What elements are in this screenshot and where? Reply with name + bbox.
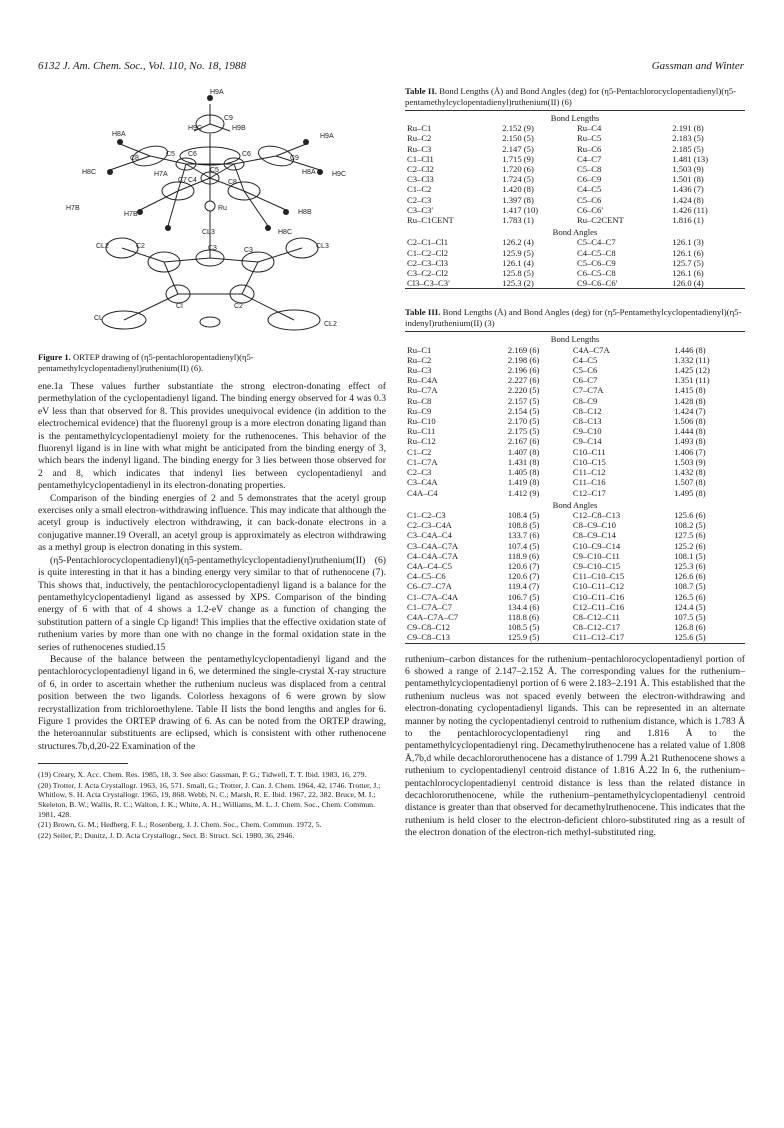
bond-label: Ru–C9 [407, 405, 432, 416]
bond-label: Ru–C3 [407, 365, 432, 376]
atom-label: C6 [188, 151, 197, 158]
table-row [405, 530, 745, 540]
bond-label: C9–C14 [572, 436, 602, 447]
atom-label: C7 [178, 177, 187, 184]
bond-value: 106.7 (5) [507, 591, 540, 602]
bond-value: 1.332 (11) [674, 354, 710, 365]
atom-label: C9 [290, 155, 299, 162]
bond-label: C6–C6′ [576, 204, 604, 215]
bond-label: C6–C7 [572, 375, 598, 386]
bond-label: C11–C10–C15 [572, 571, 625, 582]
bond-label: Ru–C1CENT [407, 215, 454, 226]
bond-value: 108.8 (5) [507, 520, 540, 531]
bond-value: 133.7 (6) [507, 530, 540, 541]
atom-label: H7A [154, 171, 168, 178]
body-paragraph: Because of the balance between the pentamethylcyclopentadienyl ligand and the pentachlorocyclopentadienyl ligand in 6, we determined the single-crystal X-ray structure of 6, in order to ascertain whether the ruthenium nucleus was displaced from a central position between the two ligands. Colorless hexagons of 6 were grown by slow recrystallization from trichloroethylene. Table II lists the bond lengths and angles for 6. Figure 1 provides the ORTEP drawing of 6. As can be noted from the ORTEP drawing, the heteroannular substituents are eclipsed, which is consistent with other ruthenocene structures.7b,d,20-22 Examination of the [38, 653, 386, 752]
bond-value: 125.6 (5) [674, 632, 706, 643]
bond-label: C1–C7A–C4A [407, 591, 459, 602]
bond-value: 127.5 (6) [674, 530, 706, 541]
bond-label: C4–C7 [576, 153, 602, 164]
bond-label: Ru–C1 [407, 123, 432, 134]
bond-value: 2.185 (5) [672, 143, 704, 154]
bond-value: 108.1 (5) [674, 550, 706, 561]
bond-label: Cl3–C3–C3′ [407, 278, 450, 289]
table2-caption [405, 86, 745, 108]
table-row [405, 581, 745, 591]
bond-label: C4A–C7A–C7 [407, 611, 459, 622]
table-row [405, 467, 745, 477]
bond-label: C11–C12 [572, 467, 606, 478]
bond-label: C10–C11–C12 [572, 581, 625, 592]
bond-label: Ru–C4 [576, 123, 602, 134]
atom-label: H8A [302, 169, 316, 176]
bond-label: C12–C11–C16 [572, 601, 625, 612]
running-header: 6132 J. Am. Chem. Soc., Vol. 110, No. 18, 1988 [38, 60, 246, 72]
bond-value: 126.5 (6) [674, 591, 706, 602]
bond-label: Ru–C11 [407, 426, 436, 437]
bond-label: C8–C9–C10 [572, 520, 616, 531]
bond-label: C8–C12 [572, 405, 602, 416]
bond-value: 2.169 (6) [507, 344, 540, 355]
ortep-figure [38, 86, 386, 348]
right-body-text [405, 654, 745, 840]
bond-label: Ru–C3 [407, 143, 432, 154]
table-row [405, 144, 745, 154]
bond-label: C4–C5 [576, 184, 602, 195]
table-row [405, 426, 745, 436]
table-row [405, 612, 745, 622]
table-row [405, 375, 745, 385]
table-row [405, 520, 745, 530]
bond-label: C8–C9–C14 [572, 530, 616, 541]
atom-label: C8 [228, 179, 237, 186]
bond-label: C10–C11–C16 [572, 591, 625, 602]
bond-value: 2.170 (5) [507, 416, 540, 427]
bond-value: 126.2 (4) [502, 237, 534, 248]
section-row [405, 332, 745, 344]
table3-label: Table III. [405, 307, 441, 318]
bond-value: 118.8 (6) [507, 611, 540, 622]
bond-label: Ru–C7A [407, 385, 438, 396]
bond-value: 125.7 (5) [672, 257, 704, 268]
bond-label: Ru–C8 [407, 395, 432, 406]
atom-label: C3 [244, 247, 253, 254]
bond-label: C4A–C7A [572, 344, 610, 355]
atom-label: H8B [298, 209, 312, 216]
table-rule [405, 289, 745, 290]
atom-label: H9B [232, 125, 246, 132]
section-heading: Bond Angles [552, 499, 598, 510]
bond-label: C11–C16 [572, 477, 606, 488]
bond-value: 1.428 (8) [674, 395, 706, 406]
footnote: (22) Seiler, P.; Dunitz, J. D. Acta Crystallogr., Sect. B: Struct. Sci. 1980, 36, 2946. [38, 830, 295, 840]
atom-label: CL3 [202, 229, 215, 236]
section-heading: Bond Angles [552, 227, 598, 238]
table-row [405, 133, 745, 143]
table3-caption [405, 307, 745, 329]
bond-label: Ru–C4A [407, 375, 438, 386]
bond-value: 1.503 (9) [672, 164, 704, 175]
bond-value: 2.150 (5) [502, 133, 534, 144]
bond-label: C1–C2–Cl2 [407, 247, 449, 258]
atom-label: CL2 [96, 243, 109, 250]
bond-label: C3–C4A–C7A [407, 540, 459, 551]
bond-label: C12–C17 [572, 487, 606, 498]
bond-value: 124.4 (5) [674, 601, 706, 612]
section-heading: Bond Lengths [550, 113, 600, 123]
atom-label: H7B [124, 211, 138, 218]
atom-label: C9 [224, 115, 233, 122]
body-paragraph: ruthenium–carbon distances for the ruthenium–pentachlorocyclopentadienyl portion of 6 showed a range of 2.147–2.152 Å. The corresponding values for the ruthenium–pentamethylcyclopentadienyl portion of 6 were 2.183–2.191 Å. This established that the ruthenium nucleus was not spaced evenly between the electron-withdrawing and electron-donating cyclopentadienyl ligands. This can be represented in an alternate manner by noting the cyclopentadienyl centroid to ruthenium distance, which is 1.783 Å to the pentachlorocyclopentadienyl ring and 1.816 Å to the pentamethylcyclopentadienyl ring. Decamethylruthenocene has a related value of 1.808 Å,7b,d while decachlororuthenocene has a distance of 1.799 Å.21 Ruthenocene shows a ruthenium to cyclopentadienyl centroid distance of 1.816 Å.22 In 6, the ruthenium–pentachlorocyclopentadienyl centroid distance is less than the related distance in decachlororuthenocene, while the ruthenium–pentamethylcyclopentadienyl centroid distance is greater than that observed for decamethylruthenocene. This indicates that the ruthenium is held closer to the electron-deficient chloro-substituted ring as a result of the electron donation of the electron-rich methyl-substituted ring. [405, 653, 745, 839]
table-row [405, 345, 745, 355]
bond-value: 1.424 (8) [672, 194, 704, 205]
bond-value: 125.9 (5) [507, 632, 540, 643]
bond-label: Ru–C10 [407, 416, 436, 427]
table2-caption-text: Bond Lengths (Å) and Bond Angles (deg) for (η5-Pentachlorocyclopentadienyl)(η5-pentamethylcyclopentadienyl)ruthenium(II) (6) [405, 86, 737, 107]
bond-value: 1.426 (11) [672, 204, 708, 215]
bond-value: 1.420 (8) [502, 184, 534, 195]
bond-value: 126.0 (4) [672, 278, 704, 289]
bond-label: C4A–C4–C5 [407, 560, 452, 571]
bond-value: 2.175 (5) [507, 426, 540, 437]
table-row [405, 622, 745, 632]
section-heading: Bond Lengths [550, 334, 600, 345]
figure-caption [38, 352, 386, 373]
bond-value: 2.157 (5) [507, 395, 540, 406]
bond-value: 108.5 (5) [507, 622, 540, 633]
bond-label: Ru–C2CENT [576, 215, 624, 226]
bond-label: Ru–C6 [576, 143, 602, 154]
bond-label: C3–C4A–C4 [407, 530, 452, 541]
bond-label: C9–C10–C11 [572, 550, 620, 561]
atom-label: H9A [210, 89, 224, 96]
bond-value: 119.4 (7) [507, 581, 540, 592]
atom-label: C6 [242, 151, 251, 158]
bond-value: 2.147 (5) [502, 143, 534, 154]
bond-label: Ru–C2 [407, 354, 432, 365]
table-row [405, 123, 745, 133]
bond-label: C1–Cl1 [407, 153, 434, 164]
bond-label: C2–C3–Cl3 [407, 257, 449, 268]
bond-value: 125.6 (6) [674, 509, 706, 520]
ortep-drawing [38, 86, 386, 348]
bond-label: C2–C3 [407, 467, 432, 478]
footnote: (20) Trotter, J. Acta Crystallogr. 1963, 16, 571. Small, G.; Trotter, J. Can. J. Chem. 1964, 42, 1746. Trotter, J.; Whitlow, S. H. Acta Crystallogr. 1965, 19, 868. Webb, N. C.; Marsh, R. E. Ibid. 1967, 22, 382. Bruce, M. I.; Skeleton, B. W.; Wallis, R. C.; Walton, J. K.; White, A. H.; Williams, M. L. J. Chem. Soc., Chem. Commun. 1981, 428. [38, 780, 381, 819]
atom-label: C2 [136, 243, 145, 250]
bond-label: C9–C6–C6′ [576, 278, 618, 289]
bond-label: C3–C3′ [407, 204, 434, 215]
bond-value: 107.4 (5) [507, 540, 540, 551]
bond-value: 126.1 (6) [672, 247, 704, 258]
table3-caption-text: Bond Lengths (Å) and Bond Angles (deg) for (η5-Pentamethylcyclopentadienyl)(η5-indenyl)ruthenium(II) (3) [405, 307, 742, 329]
bond-label: C5–C6 [576, 194, 602, 205]
table-row [405, 215, 745, 225]
bond-value: 2.152 (9) [502, 123, 534, 134]
bond-value: 1.415 (8) [674, 385, 706, 396]
bond-value: 1.495 (8) [674, 487, 706, 498]
bond-label: C8–C12–C11 [572, 611, 620, 622]
bond-label: C8–C13 [572, 416, 602, 427]
body-paragraph: Comparison of the binding energies of 2 and 5 demonstrates that the acetyl group exercises only a small electron-withdrawing influence. This may indicate that although the acetyl group is inductively electron withdrawing, it can back-donate electrons in a conjugative manner.19 Overall, an acetyl group is approximately as electron withdrawing as a methyl group is electron donating in this system. [38, 492, 386, 554]
right-column [405, 86, 745, 840]
bond-value: 2.227 (6) [507, 375, 540, 386]
bond-value: 125.9 (5) [502, 247, 534, 258]
bond-value: 126.8 (6) [674, 622, 706, 633]
table-row [405, 385, 745, 395]
bond-label: Ru–C1 [407, 344, 432, 355]
bond-value: 1.431 (8) [507, 456, 540, 467]
bond-value: 1.816 (1) [672, 215, 704, 226]
table-row [405, 248, 745, 258]
left-column [38, 86, 386, 841]
table-row [405, 602, 745, 612]
bond-value: 125.2 (6) [674, 540, 706, 551]
atom-label: CL3 [316, 243, 329, 250]
atom-label: CL2 [324, 321, 337, 328]
bond-label: C5–C4–C7 [576, 237, 616, 248]
bond-value: 1.405 (8) [507, 467, 540, 478]
bond-value: 1.444 (8) [674, 426, 706, 437]
table-row [405, 268, 745, 278]
bond-label: Ru–C2 [407, 133, 432, 144]
bond-label: C2–C3 [407, 194, 432, 205]
footnote-rule [38, 763, 128, 764]
figure-caption-text: ORTEP drawing of (η5-pentachloropentadienyl)(η5-pentamethylcyclopentadienyl)ruthenium(II) (6). [38, 352, 254, 373]
table-row [405, 416, 745, 426]
bond-value: 1.715 (9) [502, 153, 534, 164]
footnote: (21) Brown, G. M.; Hedberg, F. L.; Rosenberg, J. J. Chem. Soc., Chem. Commun. 1972, 5. [38, 820, 322, 830]
bond-label: C1–C7A [407, 456, 438, 467]
table-row [405, 237, 745, 247]
bond-value: 108.4 (5) [507, 509, 540, 520]
bond-value: 1.436 (7) [672, 184, 704, 195]
footnote: (19) Creary, X. Acc. Chem. Res. 1985, 18, 3. See also: Gassman, P. G.; Tidwell, T. T. Ibid. 1983, 16, 279. [38, 770, 367, 780]
bond-value: 107.5 (5) [674, 611, 706, 622]
bond-value: 2.154 (5) [507, 405, 540, 416]
bond-value: 2.183 (5) [672, 133, 704, 144]
table-row [405, 154, 745, 164]
bond-value: 1.493 (8) [674, 436, 706, 447]
atom-label: C8 [130, 155, 139, 162]
bond-value: 2.198 (6) [507, 354, 540, 365]
bond-label: C10–C9–C14 [572, 540, 621, 551]
bond-label: C1–C7A–C7 [407, 601, 452, 612]
atom-label: Ru [218, 205, 227, 212]
section-row [405, 111, 745, 123]
atom-label: C4 [188, 177, 197, 184]
bond-value: 1.432 (8) [674, 467, 706, 478]
atom-label: C5 [166, 151, 175, 158]
table-row [405, 396, 745, 406]
table-row [405, 457, 745, 467]
atom-label: C3 [208, 245, 217, 252]
bond-value: 120.6 (7) [507, 571, 540, 582]
bond-value: 134.4 (6) [507, 601, 540, 612]
table-row [405, 355, 745, 365]
table-row [405, 571, 745, 581]
table-row [405, 406, 745, 416]
table-row [405, 510, 745, 520]
table-row [405, 184, 745, 194]
bond-value: 1.446 (8) [674, 344, 706, 355]
atom-label: H8A [112, 131, 126, 138]
bond-label: C4–C4A–C7A [407, 550, 459, 561]
bond-value: 126.1 (4) [502, 257, 534, 268]
bond-label: C9–C8–C12 [407, 622, 450, 633]
bond-label: C10–C11 [572, 446, 606, 457]
section-row [405, 498, 745, 510]
bond-value: 125.3 (6) [674, 560, 706, 571]
bond-label: C3–C4A [407, 477, 438, 488]
bond-value: 120.6 (7) [507, 560, 540, 571]
bond-label: C3–Cl3 [407, 174, 434, 185]
table-row [405, 436, 745, 446]
bond-label: C9–C10–C15 [572, 560, 621, 571]
table-row [405, 174, 745, 184]
bond-value: 1.503 (9) [674, 456, 706, 467]
body-paragraph: (η5-Pentachlorocyclopentadienyl)(η5-pentamethylcyclopentadienyl)ruthenium(II) (6) is quite interesting in that it has a binding energy very similar to that of ruthenocene (7). This shows that, inductively, the pentachlorocyclopentadienyl ligand is a balance for the pentamethylcyclopentadienyl ligand as assessed by XPS. Comparison of the binding energy of 6 with that of 4 shows a 1.2-eV change as a function of changing the substitution pattern of a single Cp ligand! This implies that the effective oxidation state of ruthenium varies by more than one with no change in the formal oxidation state in the series of ruthenocenes studied.15 [38, 554, 386, 653]
bond-value: 1.506 (8) [674, 416, 706, 427]
atom-label: H9C [332, 171, 347, 178]
table-row [405, 488, 745, 498]
atom-label: C5 [210, 167, 219, 174]
table-row [405, 205, 745, 215]
bond-value: 108.7 (5) [674, 581, 706, 592]
bond-value: 1.424 (7) [674, 405, 706, 416]
bond-value: 118.9 (6) [507, 550, 540, 561]
bond-value: 2.191 (8) [672, 123, 704, 134]
table-row [405, 561, 745, 571]
table-row [405, 365, 745, 375]
footnotes [38, 770, 386, 840]
bond-value: 1.419 (8) [507, 477, 540, 488]
bond-label: C2–Cl2 [407, 164, 434, 175]
bond-value: 1.425 (12) [674, 365, 710, 376]
bond-label: C2–C1–Cl1 [407, 237, 449, 248]
table2-label: Table II. [405, 86, 437, 96]
table-row [405, 632, 745, 643]
body-text [38, 381, 386, 753]
bond-value: 1.417 (10) [502, 204, 539, 215]
bond-label: C10–C15 [572, 456, 606, 467]
bond-label: C1–C2–C3 [407, 509, 446, 520]
bond-label: C1–C2 [407, 446, 432, 457]
bond-label: C4–C5–C6 [407, 571, 446, 582]
bond-value: 1.406 (7) [674, 446, 706, 457]
table-row [405, 551, 745, 561]
table-rule [405, 643, 745, 644]
body-paragraph: ene.1a These values further substantiate the strong electron-donating effect of permethylation of the cyclopentadienyl ligand. The binding energy observed for 4 was 0.3 eV less than that observed for 8. This provides unequivocal evidence (in addition to the electrochemical evidence) that the fluorenyl group is a more electron donating ligand than is the pentamethylcyclopentadienyl moiety for the ruthenocenes. This behavior of the fluorenyl ligand is in line with what might be anticipated from the binding energy of 3, which bears the indenyl ligand. The binding energy for 3 lies between those observed for 2 and 8, which indicates that indenyl lies between cyclopentadienyl and pentamethylcyclopentadienyl in its electron-donating properties. [38, 381, 386, 492]
bond-label: C1–C2 [407, 184, 432, 195]
table3 [405, 331, 745, 643]
table-row [405, 195, 745, 205]
bond-label: C5–C6–C9 [576, 257, 616, 268]
bond-label: C9–C10 [572, 426, 602, 437]
bond-value: 125.8 (5) [502, 268, 534, 279]
bond-label: C8–C9 [572, 395, 598, 406]
bond-value: 1.724 (5) [502, 174, 534, 185]
bond-label: C3–C2–Cl2 [407, 268, 449, 279]
bond-label: C6–C5–C8 [576, 268, 616, 279]
bond-label: C6–C7–C7A [407, 581, 452, 592]
atom-label: H7B [66, 205, 80, 212]
bond-value: 1.351 (11) [674, 375, 710, 386]
section-row [405, 225, 745, 237]
bond-label: Ru–C5 [576, 133, 602, 144]
atom-label: CL [94, 315, 103, 322]
bond-label: C6–C9 [576, 174, 602, 185]
bond-label: Ru–C12 [407, 436, 436, 447]
bond-value: 2.167 (6) [507, 436, 540, 447]
bond-label: C2–C3–C4A [407, 520, 452, 531]
bond-value: 125.3 (2) [502, 278, 534, 289]
bond-label: C7–C7A [572, 385, 604, 396]
atom-label: H9A [320, 133, 334, 140]
bond-label: C11–C12–C17 [572, 632, 625, 643]
bond-value: 108.2 (5) [674, 520, 706, 531]
atom-label: C2 [234, 303, 243, 310]
table2 [405, 110, 745, 289]
bond-value: 126.1 (6) [672, 268, 704, 279]
bond-value: 126.6 (6) [674, 571, 706, 582]
bond-value: 1.783 (1) [502, 215, 534, 226]
bond-label: C8–C12–C17 [572, 622, 621, 633]
atom-label: H8C [278, 229, 293, 236]
bond-value: 2.220 (5) [507, 385, 540, 396]
bond-value: 126.1 (3) [672, 237, 704, 248]
bond-label: C4A–C4 [407, 487, 438, 498]
bond-label: C9–C8–C13 [407, 632, 450, 643]
bond-label: C4–C5–C8 [576, 247, 616, 258]
bond-label: C5–C6 [572, 365, 598, 376]
table-row [405, 447, 745, 457]
table-row [405, 278, 745, 289]
table-row [405, 258, 745, 268]
atom-label: H9C [188, 125, 203, 132]
table-row [405, 164, 745, 174]
bond-value: 1.412 (9) [507, 487, 540, 498]
bond-value: 1.501 (8) [672, 174, 704, 185]
bond-label: C5–C8 [576, 164, 602, 175]
running-header-authors: Gassman and Winter [651, 60, 744, 72]
bond-value: 1.720 (6) [502, 164, 534, 175]
atom-label: CI [176, 303, 183, 310]
table-row [405, 477, 745, 487]
bond-value: 1.397 (8) [502, 194, 534, 205]
bond-value: 1.507 (8) [674, 477, 706, 488]
bond-label: C4–C5 [572, 354, 598, 365]
bond-label: C12–C8–C13 [572, 509, 621, 520]
bond-value: 1.407 (8) [507, 446, 540, 457]
bond-value: 1.481 (13) [672, 153, 709, 164]
figure-caption-label: Figure 1. [38, 352, 71, 362]
table-row [405, 541, 745, 551]
atom-label: H8C [82, 169, 97, 176]
table-row [405, 592, 745, 602]
bond-value: 2.196 (6) [507, 365, 540, 376]
